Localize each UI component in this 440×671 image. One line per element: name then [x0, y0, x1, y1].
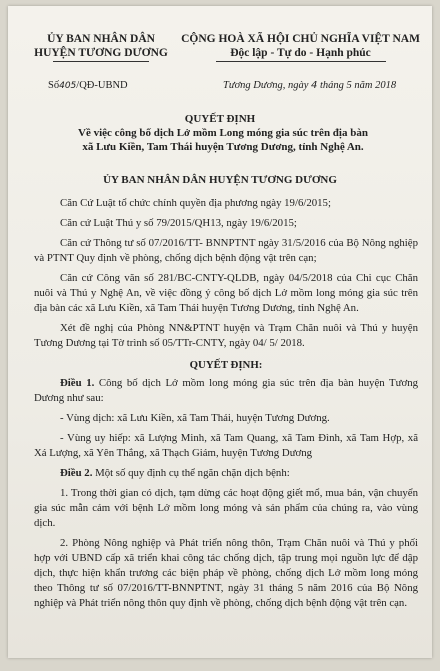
article-2-text: Một số quy định cụ thể ngăn chặn dịch bệnh: — [92, 467, 290, 479]
motto-underline — [216, 61, 386, 62]
day-handwritten: 4 — [311, 80, 318, 91]
place-suffix: tháng 5 năm 2018 — [320, 80, 397, 91]
subtitle-line-1: Về việc công bố dịch Lở mồm Long móng gia súc trên địa bàn — [78, 127, 368, 139]
proposal-paragraph: Xét đề nghị của Phòng NN&PTNT huyện và Trạm Chăn nuôi và Thú y huyện Tương Dương tại Tờ trình số 05/TTr-CNTY, ngày 04/ 5/ 2018. — [34, 322, 418, 349]
document-header — [8, 32, 432, 102]
article-1-label: Điều 1. — [60, 377, 95, 389]
authority-line-1: ỦY BAN NHÂN DÂN — [47, 33, 155, 45]
article-1-zone: - Vùng uy hiếp: xã Lượng Minh, xã Tam Quang, xã Tam Đình, xã Tam Hợp, xã Xá Lượng, xã Yên Thắng, xã Thạch Giám, huyện Tương Dương — [34, 432, 418, 459]
nation-name: CỘNG HOÀ XÃ HỘI CHỦ NGHĨA VIỆT NAM — [181, 33, 420, 45]
document-page — [8, 6, 432, 658]
article-1-text: Công bố dịch Lở mồm long móng gia súc trên địa bàn huyện Tương Dương như sau: — [34, 377, 418, 404]
authority-line-2: HUYỆN TƯƠNG DƯƠNG — [34, 47, 168, 59]
doc-number-suffix: /QĐ-UBND — [76, 80, 128, 91]
authority-underline — [53, 61, 149, 62]
motto: Độc lập - Tự do - Hạnh phúc — [230, 47, 371, 59]
document-subtitle — [18, 126, 428, 154]
basis-paragraph: Căn cứ Công văn số 281/BC-CNTY-QLDB, ngày 04/5/2018 của Chi cục Chăn nuôi và Thú y Nghệ An, về việc đồng ý công bố dịch Lở mồm long móng gia súc trên địa bàn các xã Lưu Kiền, xã Tam Thái huyện Tương Dương, tỉnh Nghệ An. — [34, 272, 418, 314]
doc-number-handwritten: 405 — [59, 81, 77, 91]
document-body — [34, 196, 418, 611]
article-1-zone: - Vùng dịch: xã Lưu Kiền, xã Tam Thái, huyện Tương Dương. — [60, 412, 330, 424]
article-2-item: 1. Trong thời gian có dịch, tạm dừng các hoạt động giết mổ, mua bán, vận chuyển gia súc mẫn cảm với bệnh Lở mồm long móng và sản phẩm của chúng ra, vào vùng dịch. — [34, 487, 418, 529]
issuing-authority — [26, 32, 176, 62]
decision-heading: QUYẾT ĐỊNH: — [189, 359, 263, 371]
basis-paragraph: Căn cứ Luật Thú y số 79/2015/QH13, ngày 19/6/2015; — [60, 217, 297, 229]
subtitle-line-2: xã Lưu Kiền, Tam Thái huyện Tương Dương, tỉnh Nghệ An. — [82, 141, 364, 153]
document-number — [48, 80, 128, 91]
basis-paragraph: Căn Cứ Luật tổ chức chính quyền địa phương ngày 19/6/2015; — [60, 197, 331, 209]
place-date — [223, 80, 396, 91]
issuer-heading: ỦY BAN NHÂN DÂN HUYỆN TƯƠNG DƯƠNG — [103, 174, 337, 186]
article-2 — [34, 466, 418, 481]
article-1 — [34, 376, 418, 406]
document-title: QUYẾT ĐỊNH — [184, 113, 256, 125]
doc-number-prefix: Số — [48, 80, 60, 91]
basis-paragraph: Căn cứ Thông tư số 07/2016/TT- BNNPTNT ngày 31/5/2016 của Bộ Nông nghiệp và PTNT Quy định về phòng, chống dịch bệnh động vật trên cạn; — [34, 237, 418, 264]
national-motto — [173, 32, 428, 62]
article-2-label: Điều 2. — [60, 467, 93, 479]
article-2-item: 2. Phòng Nông nghiệp và Phát triển nông thôn, Trạm Chăn nuôi và Thú y phối hợp với UBND cấp xã triển khai công tác chống dịch, tập trung mọi nguồn lực để dập dịch, thực hiện khẩn trương các biện pháp về phòng, chống dịch Lở mồm long móng theo Thông tư số 07/2016/TT-BNNPTNT, ngày 31 tháng 5 năm 2016 của Bộ Nông nghiệp và Phát triển nông thôn quy định về phòng, chống dịch bệnh động vật trên cạn. — [34, 537, 418, 609]
place-prefix: Tương Dương, ngày — [223, 80, 309, 91]
